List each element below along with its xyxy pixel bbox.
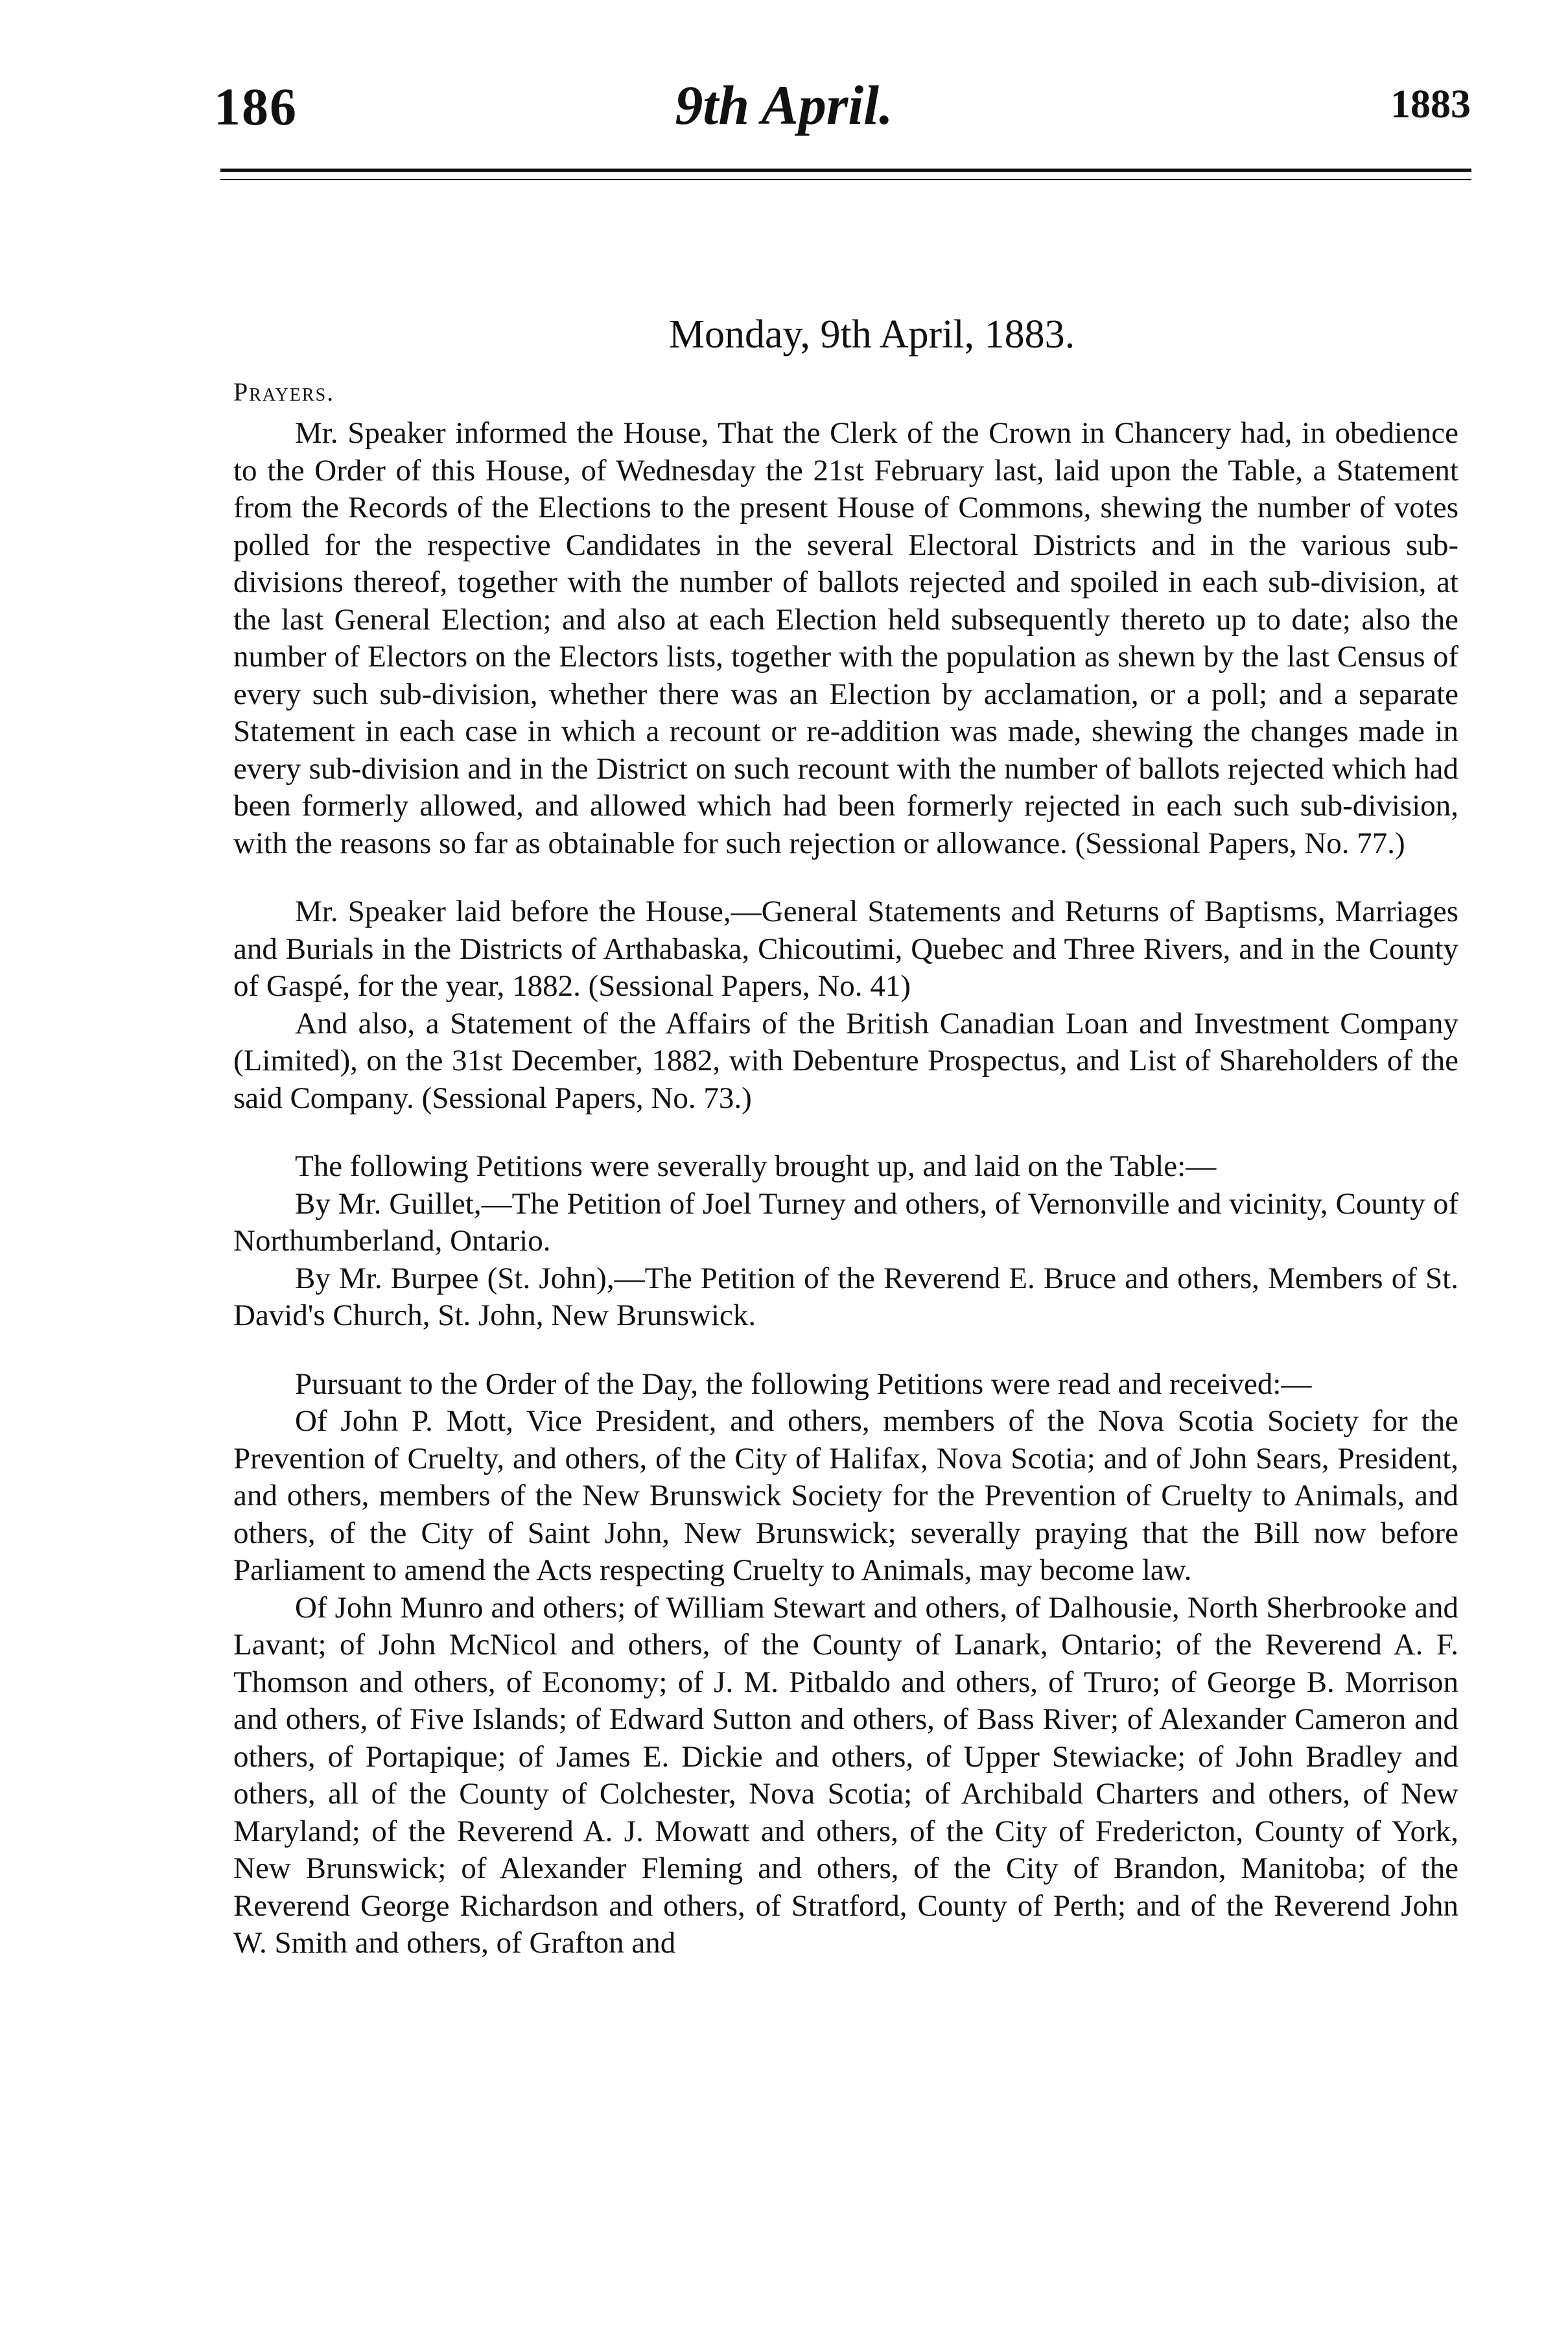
day-heading: Monday, 9th April, 1883. (668, 312, 1075, 357)
paragraph-petitions-intro: The following Petitions were severally brought up, and laid on the Table:— (295, 1149, 1217, 1183)
page-number: 186 (214, 77, 298, 136)
paragraph-petition-burpee: By Mr. Burpee (St. John),—The Petition of the Reverend E. Bruce and others, Members of St. David's Church, St. John, New Brunswick. (233, 1261, 1458, 1332)
header-rule-thin (220, 179, 1471, 180)
journal-body (233, 311, 1458, 1962)
paragraph-cruelty-petitions: Of John P. Mott, Vice President, and others, members of the Nova Scotia Society for the Prevention of Cruelty, and others, of the City of Halifax, Nova Scotia; and of John Sears, President, and others, members of the New Brunswick Society for the Prevention of Cruelty to Animals, and others, of the City of Saint John, New Brunswick; severally praying that the Bill now before Parliament to amend the Acts respecting Cruelty to Animals, may become law. (233, 1404, 1458, 1587)
paragraph-loan-company: And also, a Statement of the Affairs of the British Canadian Loan and Investment Company (Limited), on the 31st December, 1882, with Debenture Prospectus, and List of Shareholders of the said Company. (Sessional Papers, No. 73.) (233, 1006, 1458, 1115)
running-date: 9th April. (675, 74, 893, 136)
section-label-prayers: Prayers. (233, 377, 335, 406)
running-head (0, 0, 1568, 169)
paragraph-speaker-returns: Mr. Speaker laid before the House,—General Statements and Returns of Baptisms, Marriages and Burials in the Districts of Arthabaska, Chicoutimi, Quebec and Three Rivers, and in the County of Gaspé, for the year, 1882. (Sessional Papers, No. 41) (233, 895, 1458, 1003)
paragraph-petition-list: Of John Munro and others; of William Stewart and others, of Dalhousie, North Sherbrooke and Lavant; of John McNicol and others, of the County of Lanark, Ontario; of the Reverend A. F. Thomson and others, of Economy; of J. M. Pitbaldo and others, of Truro; of George B. Morrison and others, of Five Islands; of Edward Sutton and others, of Bass River; of Alexander Cameron and others, of Portapique; of James E. Dickie and others, of Upper Stewiacke; of John Bradley and others, all of the County of Colchester, Nova Scotia; of Archibald Charters and others, of New Maryland; of the Reverend A. J. Mowatt and others, of the City of Fredericton, County of York, New Brunswick; of Alexander Fleming and others, of the City of Brandon, Manitoba; of the Reverend George Richardson and others, of Stratford, County of Perth; and of the Reverend John W. Smith and others, of Grafton and (233, 1590, 1458, 1960)
running-year: 1883 (1390, 82, 1471, 126)
paragraph-order-of-day: Pursuant to the Order of the Day, the following Petitions were read and received:— (295, 1367, 1312, 1401)
header-rule-thick (220, 169, 1471, 172)
paragraph-clerk-statement: Mr. Speaker informed the House, That the Clerk of the Crown in Chancery had, in obedience to the Order of this House, of Wednesday the 21st February last, laid upon the Table, a Statement from the Records of the Elections to the present House of Commons, shewing the number of votes polled for the respective Candidates in the several Electoral Districts and in the various sub-divisions thereof, together with the number of ballots rejected and spoiled in each sub-division, at the last General Election; and also at each Election held subsequently thereto up to date; also the number of Electors on the Electors lists, together with the population as shewn by the last Census of every such sub-division, whether there was an Election by acclamation, or a poll; and a separate Statement in each case in which a recount or re-addition was made, shewing the changes made in every sub-division and in the District on such recount with the number of ballots rejected which had been formerly allowed, and allowed which had been formerly rejected in each such sub-division, with the reasons so far as obtainable for such rejection or allowance. (Sessional Papers, No. 77.) (233, 416, 1458, 860)
paragraph-petition-guillet: By Mr. Guillet,—The Petition of Joel Turney and others, of Vernonville and vicinity, County of Northumberland, Ontario. (233, 1186, 1458, 1258)
